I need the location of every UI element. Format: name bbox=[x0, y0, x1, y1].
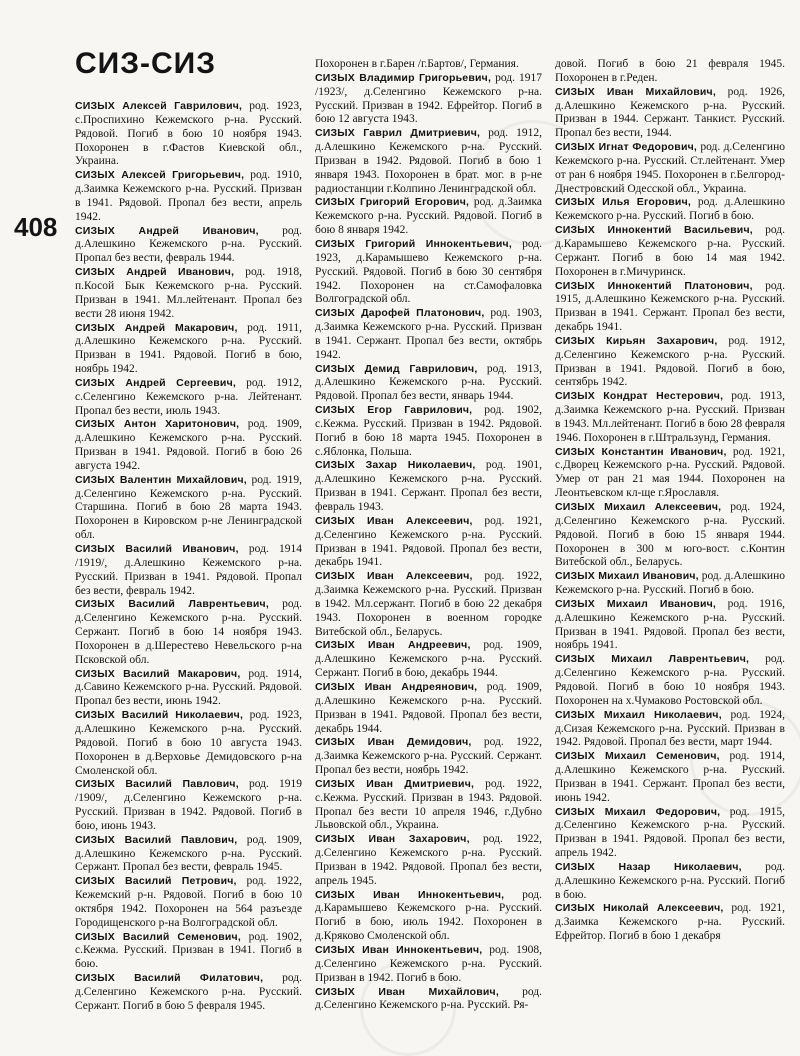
entry bbox=[315, 833, 542, 888]
entry bbox=[75, 543, 302, 598]
entry-text: род. 1923, д.Алешкино Кежемского р-на. Русский. Рядовой. Погиб в бою 10 августа 1943. Похоронен в д.Верховье Демидовского р-на Смоленской обл. bbox=[75, 709, 302, 777]
entry bbox=[315, 889, 542, 944]
entry-name: СИЗЫХ Василий Петрович, bbox=[75, 875, 237, 888]
entry-text: род. д.Алешкино Кежемского р-на. Русский. Пропал без вести, февраль 1944. bbox=[75, 224, 302, 265]
entry bbox=[555, 390, 785, 445]
entry-text: род. 1909, д.Алешкино Кежемского р-на. Русский. Сержант. Погиб в бою, декабрь 1944. bbox=[315, 639, 542, 680]
entry bbox=[315, 58, 542, 72]
entry-name: СИЗЫХ Григорий Егорович, bbox=[315, 196, 470, 209]
entry-text: род. 1908, д.Селенгино Кежемского р-на. Русский. Призван в 1942. Погиб в бою. bbox=[315, 944, 542, 984]
entry-text: Похоронен в г.Барен /г.Бартов/, Германия. bbox=[315, 58, 519, 70]
entry-name: СИЗЫХ Алексей Гаврилович, bbox=[75, 100, 243, 112]
entry-name: СИЗЫХ Иван Дмитриевич, bbox=[315, 777, 475, 790]
entry-name: СИЗЫХ Игнат Федорович, bbox=[555, 141, 698, 154]
entry-name: СИЗЫХ Иван Андреянович, bbox=[315, 680, 478, 693]
entry bbox=[315, 238, 542, 307]
entry-name: СИЗЫХ Василий Макарович, bbox=[75, 667, 241, 680]
entry-text: род. 1922, д.Селенгино Кежемского р-на. Русский. Призван в 1942. Рядовой. Пропал без вести, апрель 1945. bbox=[315, 833, 542, 887]
entry-name: СИЗЫХ Андрей Иванович, bbox=[75, 266, 235, 279]
entry bbox=[75, 377, 302, 419]
entry-name: СИЗЫХ Михаил Иванович, bbox=[555, 570, 699, 583]
entry bbox=[75, 169, 302, 224]
entry bbox=[555, 653, 785, 708]
entry bbox=[315, 778, 542, 833]
entry-name: СИЗЫХ Константин Иванович, bbox=[555, 445, 727, 458]
entry-text: род. 1926, д.Алешкино Кежемского р-на. Русский. Призван в 1944. Сержант. Танкист. Русский. Пропал без вести, 1944. bbox=[555, 85, 785, 140]
entry bbox=[555, 750, 785, 805]
entry-text: род. 1918, п.Косой Бык Кежемского р-на. Русский. Призван в 1941. Мл.лейтенант. Пропал без вести 28 июня 1942. bbox=[75, 266, 302, 320]
entry bbox=[555, 446, 785, 501]
entry bbox=[315, 515, 542, 570]
entry bbox=[75, 668, 302, 710]
entry-name: СИЗЫХ Захар Николаевич, bbox=[315, 459, 476, 472]
text-column-right bbox=[555, 58, 785, 944]
entry-name: СИЗЫХ Василий Лаврентьевич, bbox=[75, 598, 269, 611]
entry bbox=[75, 225, 302, 267]
entry bbox=[75, 972, 302, 1014]
entry-name: СИЗЫХ Иван Алексеевич, bbox=[315, 570, 473, 583]
entry-name: СИЗЫХ Иван Андреевич, bbox=[315, 639, 471, 652]
entry-name: СИЗЫХ Иннокентий Платонович, bbox=[555, 279, 753, 292]
entry-name: СИЗЫХ Василий Филатович, bbox=[75, 972, 264, 985]
entry bbox=[555, 806, 785, 861]
entry-text: род. 1922, д.Заимка Кежемского р-на. Русский. Сержант. Пропал без вести, ноябрь 1942. bbox=[315, 736, 542, 777]
entry bbox=[315, 307, 542, 362]
entry bbox=[75, 100, 302, 169]
entry bbox=[555, 86, 785, 141]
entry-text: род. 1912, д.Алешкино Кежемского р-на. Русский. Призван в 1942. Рядовой. Погиб в бою 1 января 1943. Похоронен в брат. мог. в р-не радиостанции г.Колпино Ленинградской обл. bbox=[315, 127, 542, 195]
entry-text: род. д.Селенгино Кежемского р-на. Русский. Сержант. Погиб в бою 5 февраля 1945. bbox=[75, 972, 302, 1012]
entry-name: СИЗЫХ Григорий Иннокентьевич, bbox=[315, 237, 512, 250]
entry-text: род. 1902, с.Кежма. Русский. Призван в 1941. Погиб в бою. bbox=[75, 930, 302, 971]
entry-name: СИЗЫХ Михаил Лаврентьевич, bbox=[555, 653, 750, 666]
entry-text: род. 1910, д.Заимка Кежемского р-на. Русский. Призван в 1941. Рядовой. Пропал без вести, апрель 1942. bbox=[75, 169, 302, 223]
entry bbox=[75, 875, 302, 930]
page-header: СИЗ-СИЗ bbox=[75, 47, 217, 80]
entry bbox=[75, 931, 302, 973]
entry bbox=[315, 404, 542, 459]
entry bbox=[75, 266, 302, 321]
entry-name: СИЗЫХ Михаил Федорович, bbox=[555, 805, 721, 818]
entry bbox=[315, 681, 542, 736]
entry-text: довой. Погиб в бою 21 февраля 1945. Похоронен в г.Реден. bbox=[555, 58, 785, 84]
entry-name: СИЗЫХ Назар Николаевич, bbox=[555, 860, 742, 873]
entry bbox=[555, 709, 785, 751]
entry-text: род. 1923, д.Карамышево Кежемского р-на. Русский. Рядовой. Погиб в бою 30 сентября 1942. Похоронен на ст.Самофаловка Волгоградской обл. bbox=[315, 237, 542, 306]
entry-name: СИЗЫХ Василий Семенович, bbox=[75, 930, 241, 943]
entry-name: СИЗЫХ Иван Михайлович, bbox=[315, 985, 499, 998]
entry-text: род. 1923, с.Проспихино Кежемского р-на. Русский. Рядовой. Погиб в бою 10 ноября 1943. Похоронен в г.Фастов Киевской обл., Украина. bbox=[75, 100, 302, 168]
entry-text: род. 1902, с.Кежма. Русский. Призван в 1942. Рядовой. Погиб в бою 18 марта 1945. Похоронен в с.Яблонка, Польша. bbox=[315, 404, 542, 458]
entry-name: СИЗЫХ Николай Алексеевич, bbox=[555, 902, 724, 915]
entry-name: СИЗЫХ Иван Иннокентьевич, bbox=[315, 944, 483, 956]
entry-text: род. 1915, д.Алешкино Кежемского р-на. Русский. Призван в 1941. Сержант. Пропал без вести, декабрь 1941. bbox=[555, 279, 785, 334]
entry-text: род. 1913, д.Заимка Кежемского р-на. Русский. Призван в 1943. Мл.лейтенант. Погиб в бою 28 февраля 1946. Похоронен в г.Штральзунд, Германия. bbox=[555, 390, 785, 444]
entry bbox=[555, 902, 785, 944]
entry-text: род. 1921, д.Селенгино Кежемского р-на. Русский. Призван в 1941. Рядовой. Пропал без вести, декабрь 1941. bbox=[315, 514, 542, 569]
entry bbox=[315, 72, 542, 127]
entry bbox=[75, 709, 302, 778]
entry-text: род. д.Селенгино Кежемского р-на. Русский. Сержант. Погиб в бою 14 ноября 1943. Похоронен в д.Шерестево Невельского р-на Псковской обл. bbox=[75, 598, 302, 666]
entry bbox=[555, 598, 785, 653]
entry-name: СИЗЫХ Кирьян Захарович, bbox=[555, 334, 718, 347]
text-column-middle bbox=[315, 58, 542, 1013]
entry-name: СИЗЫХ Иван Захарович, bbox=[315, 833, 470, 846]
entry-text: род. 1919, д.Селенгино Кежемского р-на. Русский. Старшина. Погиб в бою 28 марта 1943. Похоронен в Кировском р-не Ленинградской обл. bbox=[75, 473, 302, 542]
page-number: 408 bbox=[14, 212, 58, 242]
entry-text: род. д.Карамышево Кежемского р-на. Русский. Погиб в бою, июль 1942. Похоронен в д.Кряково Смоленской обл. bbox=[315, 888, 542, 943]
entry bbox=[315, 127, 542, 196]
entry-text: род. 1909, д.Алешкино Кежемского р-на. Русский. Сержант. Пропал без вести, февраль 1945. bbox=[75, 833, 302, 874]
entry-name: СИЗЫХ Иван Иннокентьевич, bbox=[315, 888, 505, 901]
entry-name: СИЗЫХ Иван Михайлович, bbox=[555, 85, 716, 98]
entry bbox=[75, 598, 302, 667]
entry bbox=[75, 778, 302, 833]
entry-text: род. д.Селенгино Кежемского р-на. Русский. Ст.лейтенант. Умер от ран 6 ноября 1945. Похоронен в г.Белгород-Днестровский Одесской обл., Украина. bbox=[555, 141, 785, 195]
entry-name: СИЗЫХ Михаил Николаевич, bbox=[555, 708, 722, 721]
entry-name: СИЗЫХ Василий Николаевич, bbox=[75, 709, 244, 722]
entry-name: СИЗЫХ Михаил Иванович, bbox=[555, 597, 717, 610]
entry-text: род. 1921, д.Заимка Кежемского р-на. Русский. Ефрейтор. Погиб в бою 1 декабря bbox=[555, 902, 785, 943]
entry-name: СИЗЫХ Василий Павлович, bbox=[75, 833, 238, 846]
entry bbox=[555, 335, 785, 390]
entry bbox=[315, 944, 542, 986]
entry bbox=[75, 834, 302, 876]
entry-text: род. д.Алешкино Кежемского р-на. Русский. Погиб в бою. bbox=[555, 570, 785, 597]
entry bbox=[75, 418, 302, 473]
entry bbox=[555, 224, 785, 279]
entry bbox=[555, 58, 785, 86]
entry bbox=[555, 141, 785, 196]
entry-text: род. 1922, д.Заимка Кежемского р-на. Русский. Призван в 1942. Мл.сержант. Погиб в бою 22 декабря 1943. Похоронен в военном городке Витебской обл., Беларусь. bbox=[315, 570, 542, 638]
entry-name: СИЗЫХ Илья Егорович, bbox=[555, 196, 691, 209]
entry bbox=[555, 196, 785, 224]
entry-text: род. 1922, с.Кежма. Русский. Призван в 1943. Рядовой. Пропал без вести 10 апреля 1946, г.Дубно Львовской обл., Украина. bbox=[315, 777, 542, 832]
entry bbox=[315, 639, 542, 681]
entry-name: СИЗЫХ Антон Харитонович, bbox=[75, 418, 240, 431]
entry-text: род. 1914, д.Алешкино Кежемского р-на. Русский. Призван в 1941. Сержант. Пропал без вести, июнь 1942. bbox=[555, 750, 785, 804]
entry-text: род. 1903, д.Заимка Кежемского р-на. Русский. Призван в 1941. Сержант. Пропал без вести, октябрь 1942. bbox=[315, 307, 542, 361]
entry-text: род. 1909, д.Алешкино Кежемского р-на. Русский. Призван в 1941. Рядовой. Погиб в бою 26 августа 1942. bbox=[75, 418, 302, 472]
entry-text: род. 1916, д.Алешкино Кежемского р-на. Русский. Призван в 1941. Рядовой. Пропал без вести, ноябрь 1941. bbox=[555, 597, 785, 652]
entry-text: род. д.Алешкино Кежемского р-на. Русский. Погиб в бою. bbox=[555, 196, 785, 223]
entry-name: СИЗЫХ Михаил Семенович, bbox=[555, 750, 720, 763]
entry-name: СИЗЫХ Михаил Алексеевич, bbox=[555, 501, 722, 513]
entry-name: СИЗЫХ Алексей Григорьевич, bbox=[75, 169, 245, 182]
entry-text: род. 1901, д.Алешкино Кежемского р-на. Русский. Призван в 1941. Сержант. Пропал без вести, февраль 1943. bbox=[315, 459, 542, 513]
entry bbox=[555, 280, 785, 335]
entry bbox=[555, 501, 785, 570]
entry bbox=[315, 196, 542, 238]
entry-name: СИЗЫХ Андрей Сергеевич, bbox=[75, 376, 236, 389]
entry-name: СИЗЫХ Василий Иванович, bbox=[75, 543, 239, 555]
entry-text: род. 1917 /1923/, д.Селенгино Кежемского р-на. Русский. Призван в 1942. Ефрейтор. Погиб в бою 12 августа 1943. bbox=[315, 71, 542, 126]
entry-text: род. 1911, д.Алешкино Кежемского р-на. Русский. Призван в 1941. Рядовой. Погиб в бою, ноябрь 1942. bbox=[75, 321, 302, 376]
entry-text: род. 1921, с.Дворец Кежемского р-на. Русский. Рядовой. Умер от ран 21 мая 1944. Похоронен на Леонтьевском кл-ще г.Ярославля. bbox=[555, 445, 785, 500]
entry-text: род. д.Заимка Кежемского р-на. Русский. Рядовой. Погиб в бою 8 января 1942. bbox=[315, 196, 543, 237]
entry bbox=[315, 570, 542, 639]
entry bbox=[75, 322, 302, 377]
entry-text: род. 1912, с.Селенгино Кежемского р-на. Лейтенант. Пропал без вести, июль 1943. bbox=[75, 376, 302, 417]
entry-name: СИЗЫХ Валентин Михайлович, bbox=[75, 473, 247, 486]
entry-text: род. д.Алешкино Кежемского р-на. Русский. Погиб в бою. bbox=[555, 860, 785, 901]
entry bbox=[315, 459, 542, 514]
entry-text: род. д.Селенгино Кежемского р-на. Русский. Рядовой. Погиб в бою 10 ноября 1943. Похоронен на х.Чумаково Ростовской обл. bbox=[555, 653, 785, 707]
entry bbox=[555, 861, 785, 903]
entry bbox=[315, 986, 542, 1014]
entry-text: род. 1915, д.Селенгино Кежемского р-на. Русский. Призван в 1941. Рядовой. Пропал без вести, апрель 1942. bbox=[555, 805, 785, 860]
entry-name: СИЗЫХ Василий Павлович, bbox=[75, 778, 239, 791]
entry bbox=[315, 736, 542, 778]
entry-text: род. 1914, д.Савино Кежемского р-на. Русский. Рядовой. Пропал без вести, июнь 1942. bbox=[75, 667, 302, 708]
entry bbox=[555, 570, 785, 598]
entry-text: род. 1909, д.Алешкино Кежемского р-на. Русский. Призван в 1941. Рядовой. Пропал без вести, декабрь 1944. bbox=[315, 680, 542, 735]
entry-name: СИЗЫХ Андрей Иванович, bbox=[75, 224, 259, 237]
entry-text: род. д.Карамышево Кежемского р-на. Русский. Сержант. Погиб в бою 14 мая 1942. Похоронен в г.Мичуринск. bbox=[555, 224, 785, 278]
entry-text: род. д.Селенгино Кежемского р-на. Русский. Ря- bbox=[315, 985, 542, 1012]
entry-name: СИЗЫХ Демид Гаврилович, bbox=[315, 362, 478, 375]
entry-name: СИЗЫХ Иннокентий Васильевич, bbox=[555, 224, 753, 237]
entry-name: СИЗЫХ Владимир Григорьевич, bbox=[315, 71, 492, 84]
entry-text: род. 1912, д.Селенгино Кежемского р-на. Русский. Призван в 1941. Рядовой. Погиб в бою, сентябрь 1942. bbox=[555, 334, 785, 389]
entry-name: СИЗЫХ Андрей Макарович, bbox=[75, 321, 238, 334]
entry-name: СИЗЫХ Гаврил Дмитриевич, bbox=[315, 127, 481, 140]
entry-text: род. 1914 /1919/, д.Алешкино Кежемского р-на. Русский. Призван в 1941. Рядовой. Пропал без вести, февраль 1942. bbox=[75, 543, 302, 597]
entry-name: СИЗЫХ Иван Демидович, bbox=[315, 736, 472, 749]
text-column-left bbox=[75, 100, 302, 1014]
entry-name: СИЗЫХ Кондрат Нестерович, bbox=[555, 390, 724, 403]
entry-name: СИЗЫХ Егор Гаврилович, bbox=[315, 404, 473, 417]
entry-name: СИЗЫХ Дарофей Платонович, bbox=[315, 307, 485, 320]
entry bbox=[75, 474, 302, 543]
entry-name: СИЗЫХ Иван Алексеевич, bbox=[315, 514, 473, 527]
entry-text: род. 1924, д.Селенгино Кежемского р-на. Русский. Рядовой. Погиб в бою 15 января 1944. Похоронен в 300 м юго-вост. с.Контин Витебской обл., Беларусь. bbox=[555, 501, 785, 569]
entry-text: род. 1913, д.Алешкино Кежемского р-на. Русский. Рядовой. Пропал без вести, январь 1944. bbox=[315, 362, 542, 403]
entry-text: род. 1924, д.Сизая Кежемского р-на. Русский. Призван в 1942. Рядовой. Пропал без вести, март 1944. bbox=[555, 708, 785, 749]
entry-text: род. 1922, Кежемский р-н. Рядовой. Погиб в бою 10 октября 1942. Похоронен на 564 разъезде Городищенского р-на Волгоградской обл. bbox=[75, 875, 302, 929]
entry-text: род. 1919 /1909/, д.Селенгино Кежемского р-на. Русский. Призван в 1942. Рядовой. Погиб в бою, июнь 1943. bbox=[75, 778, 302, 832]
entry bbox=[315, 363, 542, 405]
